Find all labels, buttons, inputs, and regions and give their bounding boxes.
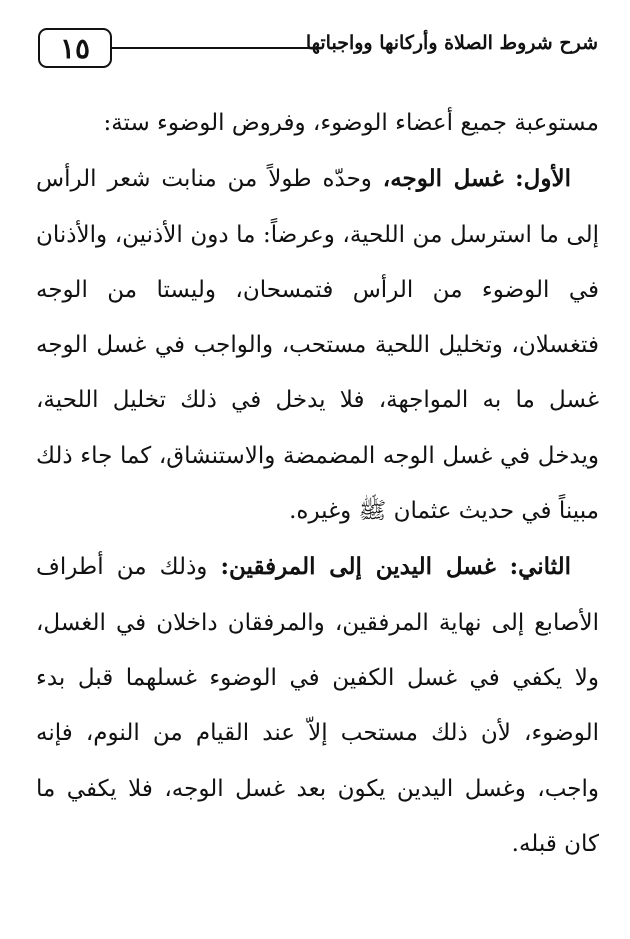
body-text — [36, 96, 599, 872]
paragraph-2-heading: الأول: غسل الوجه، — [382, 165, 571, 193]
paragraph-2-text: وحدّه طولاً من منابت شعر الرأس إلى ما استرسل من اللحية، وعرضاً: ما دون الأذنين، والأذنان في الوضوء من الرأس فتمسحان، وليستا من الوجه فتغسلان، وتخليل اللحية مستحب، والواجب في غسل الوجه غسل ما به المواجهة، فلا يدخل في ذلك تخليل اللحية، ويدخل في غسل الوجه المضمضة والاستنشاق، كما جاء ذلك مبيناً في حديث عثمان ﷺ وغيره. — [36, 166, 599, 525]
page-number: ١٥ — [38, 28, 112, 68]
running-title: شرح شروط الصلاة وأركانها وواجباتها — [305, 32, 598, 54]
paragraph-3-heading: الثاني: غسل اليدين إلى المرفقين: — [220, 553, 572, 581]
paragraph-3 — [36, 539, 599, 872]
header-rule — [112, 47, 312, 49]
paragraph-2 — [36, 151, 599, 539]
paragraph-3-text: وذلك من أطراف الأصابع إلى نهاية المرفقين، والمرفقان داخلان في الغسل، ولا يكفي في غسل الكفين في الوضوء غسلهما قبل بدء الوضوء، لأن ذلك مستحب إلاّ عند القيام من النوم، فإنه واجب، وغسل اليدين يكون بعد غسل الوجه، فلا يكفي ما كان قبله. — [36, 554, 599, 857]
paragraph-1-text: مستوعبة جميع أعضاء الوضوء، وفروض الوضوء ستة: — [103, 110, 599, 136]
paragraph-1 — [36, 96, 599, 151]
page-header — [38, 18, 598, 76]
